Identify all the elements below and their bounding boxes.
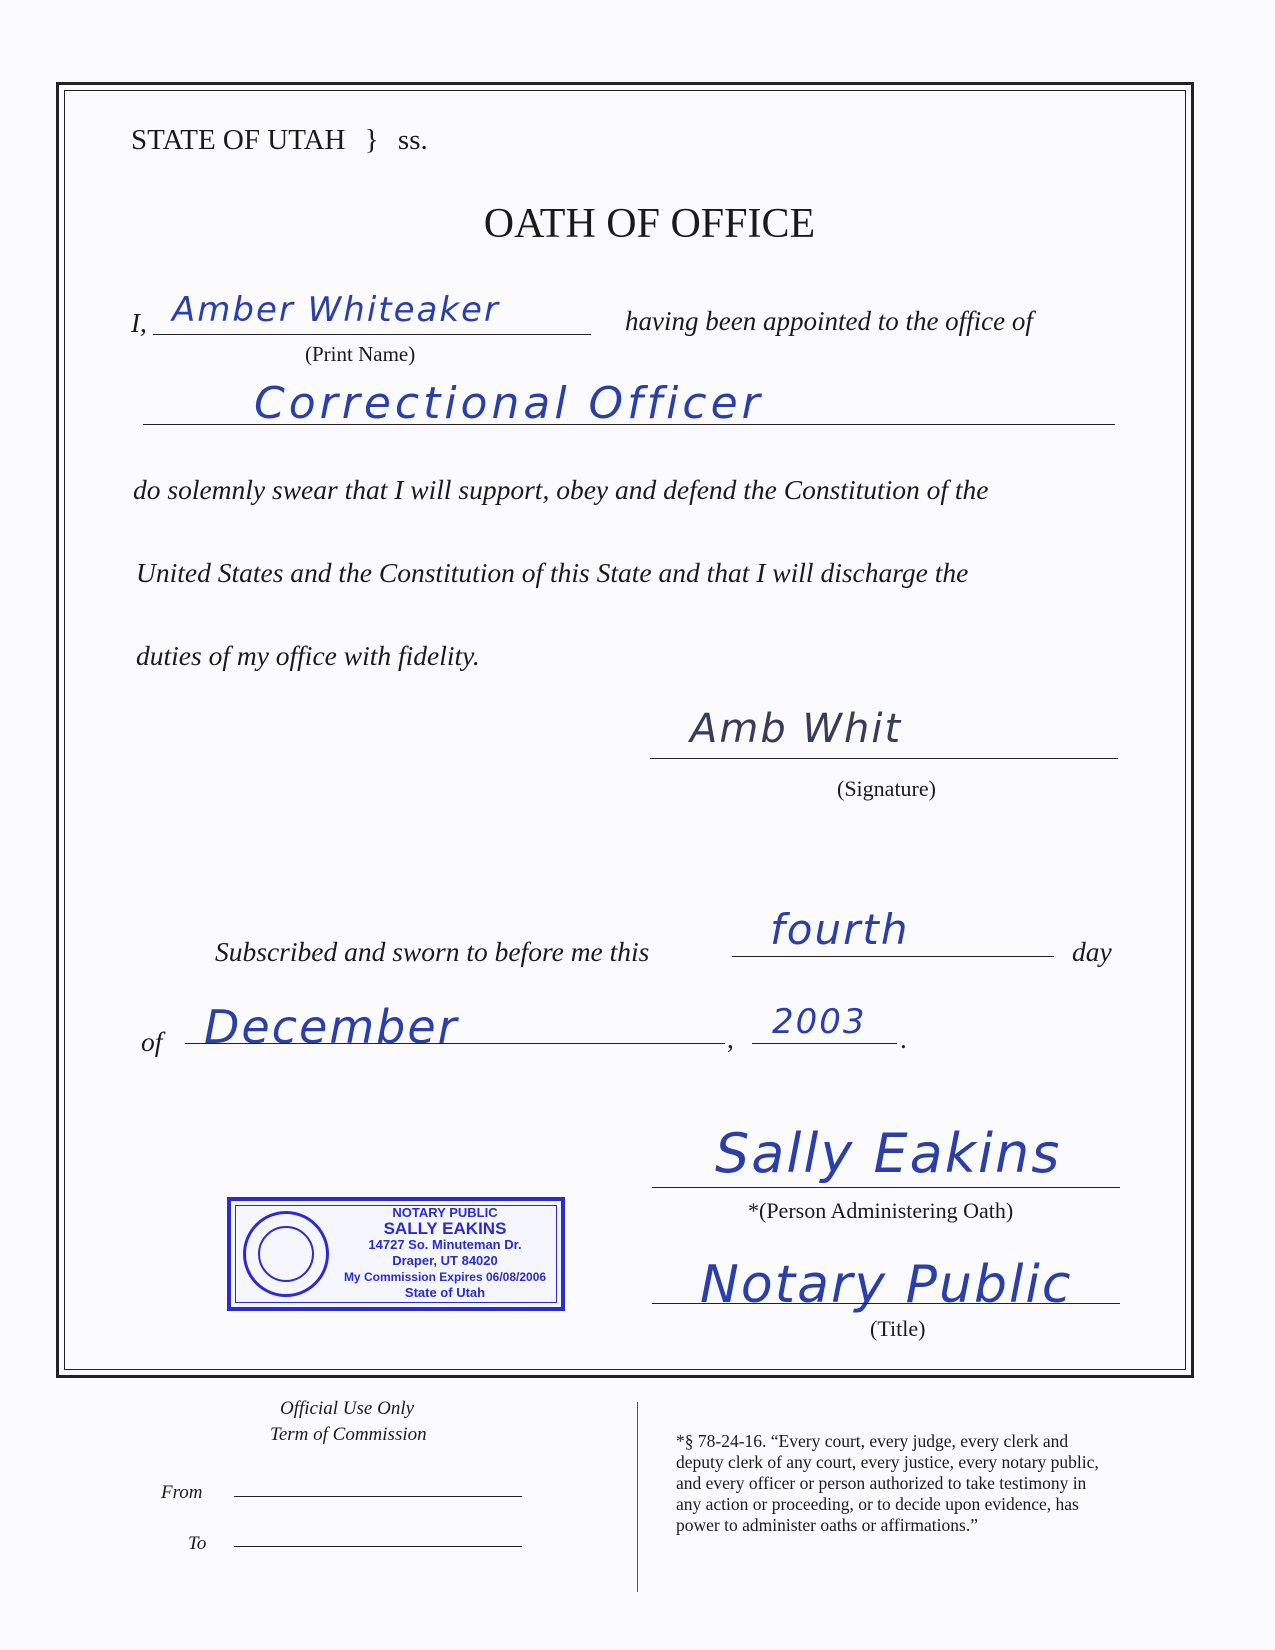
day-line xyxy=(732,956,1054,957)
oath-text-line-3: duties of my office with fidelity. xyxy=(136,640,480,671)
from-line xyxy=(234,1496,522,1497)
stamp-address-2: Draper, UT 84020 xyxy=(392,1253,498,1268)
day-handwritten: fourth xyxy=(770,905,910,954)
title-line xyxy=(652,1303,1120,1304)
administrator-caption: *(Person Administering Oath) xyxy=(748,1198,1014,1223)
footnote-block xyxy=(676,1431,1099,1536)
appointed-text: having been appointed to the office of xyxy=(625,306,1033,336)
stamp-address-1: 14727 So. Minuteman Dr. xyxy=(368,1237,522,1252)
stamp-text-block xyxy=(339,1205,551,1301)
i-prefix: I, xyxy=(131,308,147,338)
print-name-handwritten: Amber Whiteaker xyxy=(172,290,500,330)
to-label: To xyxy=(188,1533,207,1554)
state-heading xyxy=(131,124,428,157)
seal-inner-ring xyxy=(258,1226,314,1282)
of-label: of xyxy=(141,1026,163,1057)
print-name-line xyxy=(153,334,591,335)
official-use-title: Official Use Only xyxy=(280,1398,415,1419)
oath-text-line-1: do solemnly swear that I will support, obey and defend the Constitution of the xyxy=(133,474,989,505)
year-handwritten: 2003 xyxy=(772,1002,867,1042)
footnote-line-2: deputy clerk of any court, every justice, every notary public, xyxy=(676,1452,1099,1472)
officer-signature: Amb Whit xyxy=(690,706,903,752)
notary-stamp xyxy=(227,1197,565,1311)
footer-divider xyxy=(637,1402,638,1592)
footnote-line-1: *§ 78-24-16. “Every court, every judge, every clerk and xyxy=(676,1431,1069,1451)
date-comma: , xyxy=(727,1024,734,1054)
title-handwritten: Notary Public xyxy=(700,1255,1073,1315)
state-seal-icon xyxy=(243,1211,329,1297)
title-caption: (Title) xyxy=(870,1316,926,1341)
year-line xyxy=(752,1043,897,1044)
month-line xyxy=(185,1043,725,1044)
state-name: STATE OF UTAH xyxy=(131,124,346,156)
ss-label: ss. xyxy=(397,124,428,156)
office-line xyxy=(143,424,1115,425)
month-handwritten: December xyxy=(204,1000,459,1054)
oath-text-line-2: United States and the Constitution of this State and that I will discharge the xyxy=(136,557,969,588)
brace: } xyxy=(364,124,379,156)
document-title: OATH OF OFFICE xyxy=(483,201,816,247)
stamp-heading: NOTARY PUBLIC xyxy=(392,1205,498,1220)
date-period: . xyxy=(900,1024,907,1054)
office-handwritten: Correctional Officer xyxy=(254,378,764,429)
footnote-line-4: any action or proceeding, or to decide upon evidence, has xyxy=(676,1494,1079,1514)
footnote-line-3: and every officer or person authorized to take testimony in xyxy=(676,1473,1087,1493)
print-name-caption: (Print Name) xyxy=(305,342,416,366)
day-label: day xyxy=(1072,936,1112,967)
stamp-state: State of Utah xyxy=(404,1285,486,1300)
footnote-line-5: power to administer oaths or affirmations.” xyxy=(676,1515,978,1535)
stamp-name: SALLY EAKINS xyxy=(383,1219,507,1238)
signature-line xyxy=(650,758,1118,759)
to-line xyxy=(234,1546,522,1547)
stamp-commission: My Commission Expires 06/08/2006 xyxy=(343,1270,547,1284)
subscribed-text: Subscribed and sworn to before me this xyxy=(215,936,650,967)
from-label: From xyxy=(161,1482,203,1503)
signature-caption: (Signature) xyxy=(837,776,936,801)
administrator-line xyxy=(652,1187,1120,1188)
administrator-signature: Sally Eakins xyxy=(715,1122,1062,1185)
term-of-commission: Term of Commission xyxy=(270,1424,427,1445)
